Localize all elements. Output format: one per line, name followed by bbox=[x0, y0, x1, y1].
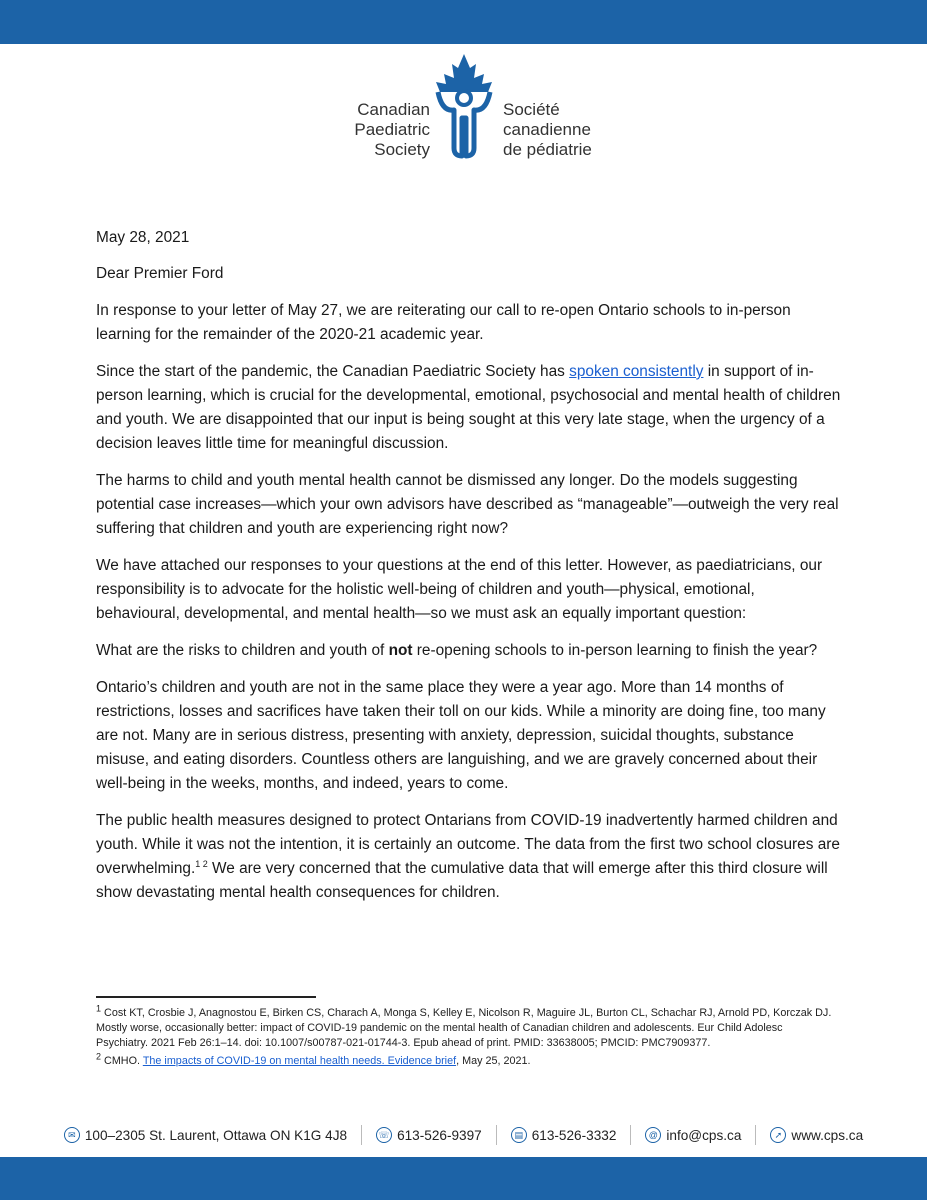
contact-address: ✉ 100–2305 St. Laurent, Ottawa ON K1G 4J8 bbox=[64, 1127, 347, 1143]
paragraph-5: What are the risks to children and youth of not re-opening schools to in-person learning to finish the year? bbox=[96, 642, 818, 659]
paragraph-6: Ontario’s children and youth are not in the same place they were a year ago. More than 14 months of restrictions, losses and sacrifices have taken their toll on our kids. While a minority are doing fine, too many are not. Many are in serious distress, presenting with anxiety, depression, suicidal thoughts, substance misuse, and eating disorders. Countless others are languishing, and we are gravely concerned about their well-being in the weeks, months, and indeed, years to come. bbox=[96, 679, 826, 792]
paragraph-1: In response to your letter of May 27, we are reiterating our call to re-open Ontario schools to in-person learning for the remainder of the 2020-21 academic year. bbox=[96, 302, 791, 343]
letter-date: May 28, 2021 bbox=[96, 229, 190, 246]
salutation: Dear Premier Ford bbox=[96, 265, 224, 282]
divider bbox=[630, 1125, 631, 1145]
divider bbox=[496, 1125, 497, 1145]
contact-web: ➚ www.cps.ca bbox=[770, 1127, 863, 1143]
paragraph-3: The harms to child and youth mental health cannot be dismissed any longer. Do the models suggesting potential case increases—which your own advisors have described as “manageable”—outweigh the very real suffering that children and youth are experiencing right now? bbox=[96, 472, 839, 537]
maple-leaf-child-icon bbox=[432, 52, 497, 160]
spoken-consistently-link[interactable]: spoken consistently bbox=[569, 363, 704, 380]
contact-bar bbox=[0, 1124, 927, 1146]
letter-body bbox=[96, 226, 841, 918]
paragraph-7: The public health measures designed to protect Ontarians from COVID-19 inadvertently harmed children and youth. While it was not the intention, it is certainly an outcome. The data from the first two school closures are overwhelming.$^{1 2}$ We are very concerned that the cumulative data that will emerge after this third closure will show devastating mental health consequences for children. bbox=[96, 812, 840, 901]
footnote-2: $^2$ CMHO. The impacts of COVID-19 on mental health needs. Evidence brief, May 25, 2021. bbox=[96, 1051, 531, 1067]
cps-logo bbox=[0, 52, 927, 172]
divider bbox=[755, 1125, 756, 1145]
logo-text-french: Société canadienne de pédiatrie bbox=[503, 100, 592, 159]
bottom-blue-band bbox=[0, 1157, 927, 1200]
fax-icon: ▤ bbox=[511, 1127, 527, 1143]
footnote-divider bbox=[96, 996, 316, 998]
contact-phone: ☏ 613-526-9397 bbox=[376, 1127, 482, 1143]
envelope-icon: ✉ bbox=[64, 1127, 80, 1143]
contact-fax: ▤ 613-526-3332 bbox=[511, 1127, 617, 1143]
footnotes bbox=[96, 1003, 836, 1072]
at-icon: @ bbox=[645, 1127, 661, 1143]
top-blue-band bbox=[0, 0, 927, 44]
paragraph-4: We have attached our responses to your questions at the end of this letter. However, as paediatricians, our responsibility is to advocate for the holistic well-being of children and youth—physical, emotional, behavioural, developmental, and mental health—so we must ask an equally important question: bbox=[96, 557, 823, 622]
cursor-icon: ➚ bbox=[770, 1127, 786, 1143]
footnote-1: $^1$ Cost KT, Crosbie J, Anagnostou E, Birken CS, Charach A, Monga S, Kelley E, Nicolson R, Maguire JL, Burton CL, Schachar RJ, Arnold PD, Korczak DJ. Mostly worse, occasionally better: impact of COVID-19 pandemic on the mental health of Canadian children and adolescents. Eur Child Adolesc Psychiatry. 2021 Feb 26:1–14. doi: 10.1007/s00787-021-01744-3. Epub ahead of print. PMID: 33638005; PMCID: PMC7909377. bbox=[96, 1003, 832, 1049]
phone-icon: ☏ bbox=[376, 1127, 392, 1143]
footnote-refs: 1 2 bbox=[195, 858, 208, 869]
cmho-evidence-brief-link[interactable]: The impacts of COVID-19 on mental health needs. Evidence brief bbox=[142, 1055, 457, 1067]
logo-text-english: Canadian Paediatric Society bbox=[354, 100, 430, 159]
divider bbox=[361, 1125, 362, 1145]
contact-email: @ info@cps.ca bbox=[645, 1127, 741, 1143]
paragraph-2: Since the start of the pandemic, the Canadian Paediatric Society has spoken consistently in support of in-person learning, which is crucial for the developmental, emotional, psychosocial and mental health of children and youth. We are disappointed that our input is being sought at this very late stage, when the urgency of a decision leaves little time for meaningful discussion. bbox=[96, 363, 841, 452]
